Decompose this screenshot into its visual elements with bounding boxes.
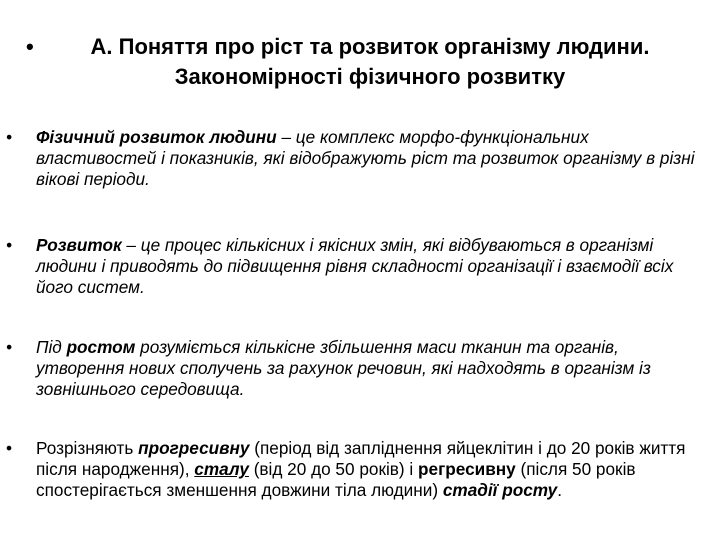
text-segment: Розрізняють	[36, 438, 139, 458]
term-growth: ростом	[66, 337, 136, 357]
bullet: •	[6, 438, 13, 458]
term-regressive: регресивну	[418, 459, 516, 479]
bullet: •	[6, 235, 13, 255]
title-line-2: Закономірності фізичного розвитку	[174, 64, 566, 89]
prefix-text: Під	[36, 337, 67, 357]
definition-text: – це процес кількісних і якісних змін, які відбуваються в організмі людини і приводять до підвищення рівня складності організації і взаємодії всіх його систем.	[36, 235, 674, 297]
title-line-1: А. Поняття про ріст та розвиток організму людини.	[90, 34, 650, 59]
term-development: Розвиток	[36, 235, 122, 255]
term-growth-stages: стадії росту	[442, 480, 558, 500]
text-segment: (період від запліднення яйцеклітин і до 20 років життя після народження),	[36, 438, 686, 479]
text-segment: .	[557, 480, 562, 500]
slide-title	[26, 32, 700, 92]
definition-text: розуміється кількісне збільшення маси тканин та органів, утворення нових сполучень за рахунок речовин, які надходять в організм із зовнішнього середовища.	[36, 337, 651, 399]
list-item-growth	[6, 337, 704, 400]
definition-text: – це комплекс морфо-функціональних властивостей і показників, які відображують ріст та розвиток організму в різні вікові періоди.	[36, 127, 695, 189]
term-stable: сталу	[194, 459, 249, 479]
bullet: •	[6, 337, 13, 357]
term-physical-development: Фізичний розвиток людини	[36, 127, 277, 147]
list-item-physical-development	[6, 127, 704, 190]
text-segment: (від 20 до 50 років) і	[248, 459, 419, 479]
term-progressive: прогресивну	[138, 438, 250, 458]
list-item-growth-stages	[6, 438, 704, 501]
text-segment: (після 50 років спостерігається зменшення довжини тіла людини)	[36, 459, 636, 500]
list-item-development	[6, 235, 704, 298]
title-bullet: •	[26, 34, 34, 59]
bullet: •	[6, 127, 13, 147]
